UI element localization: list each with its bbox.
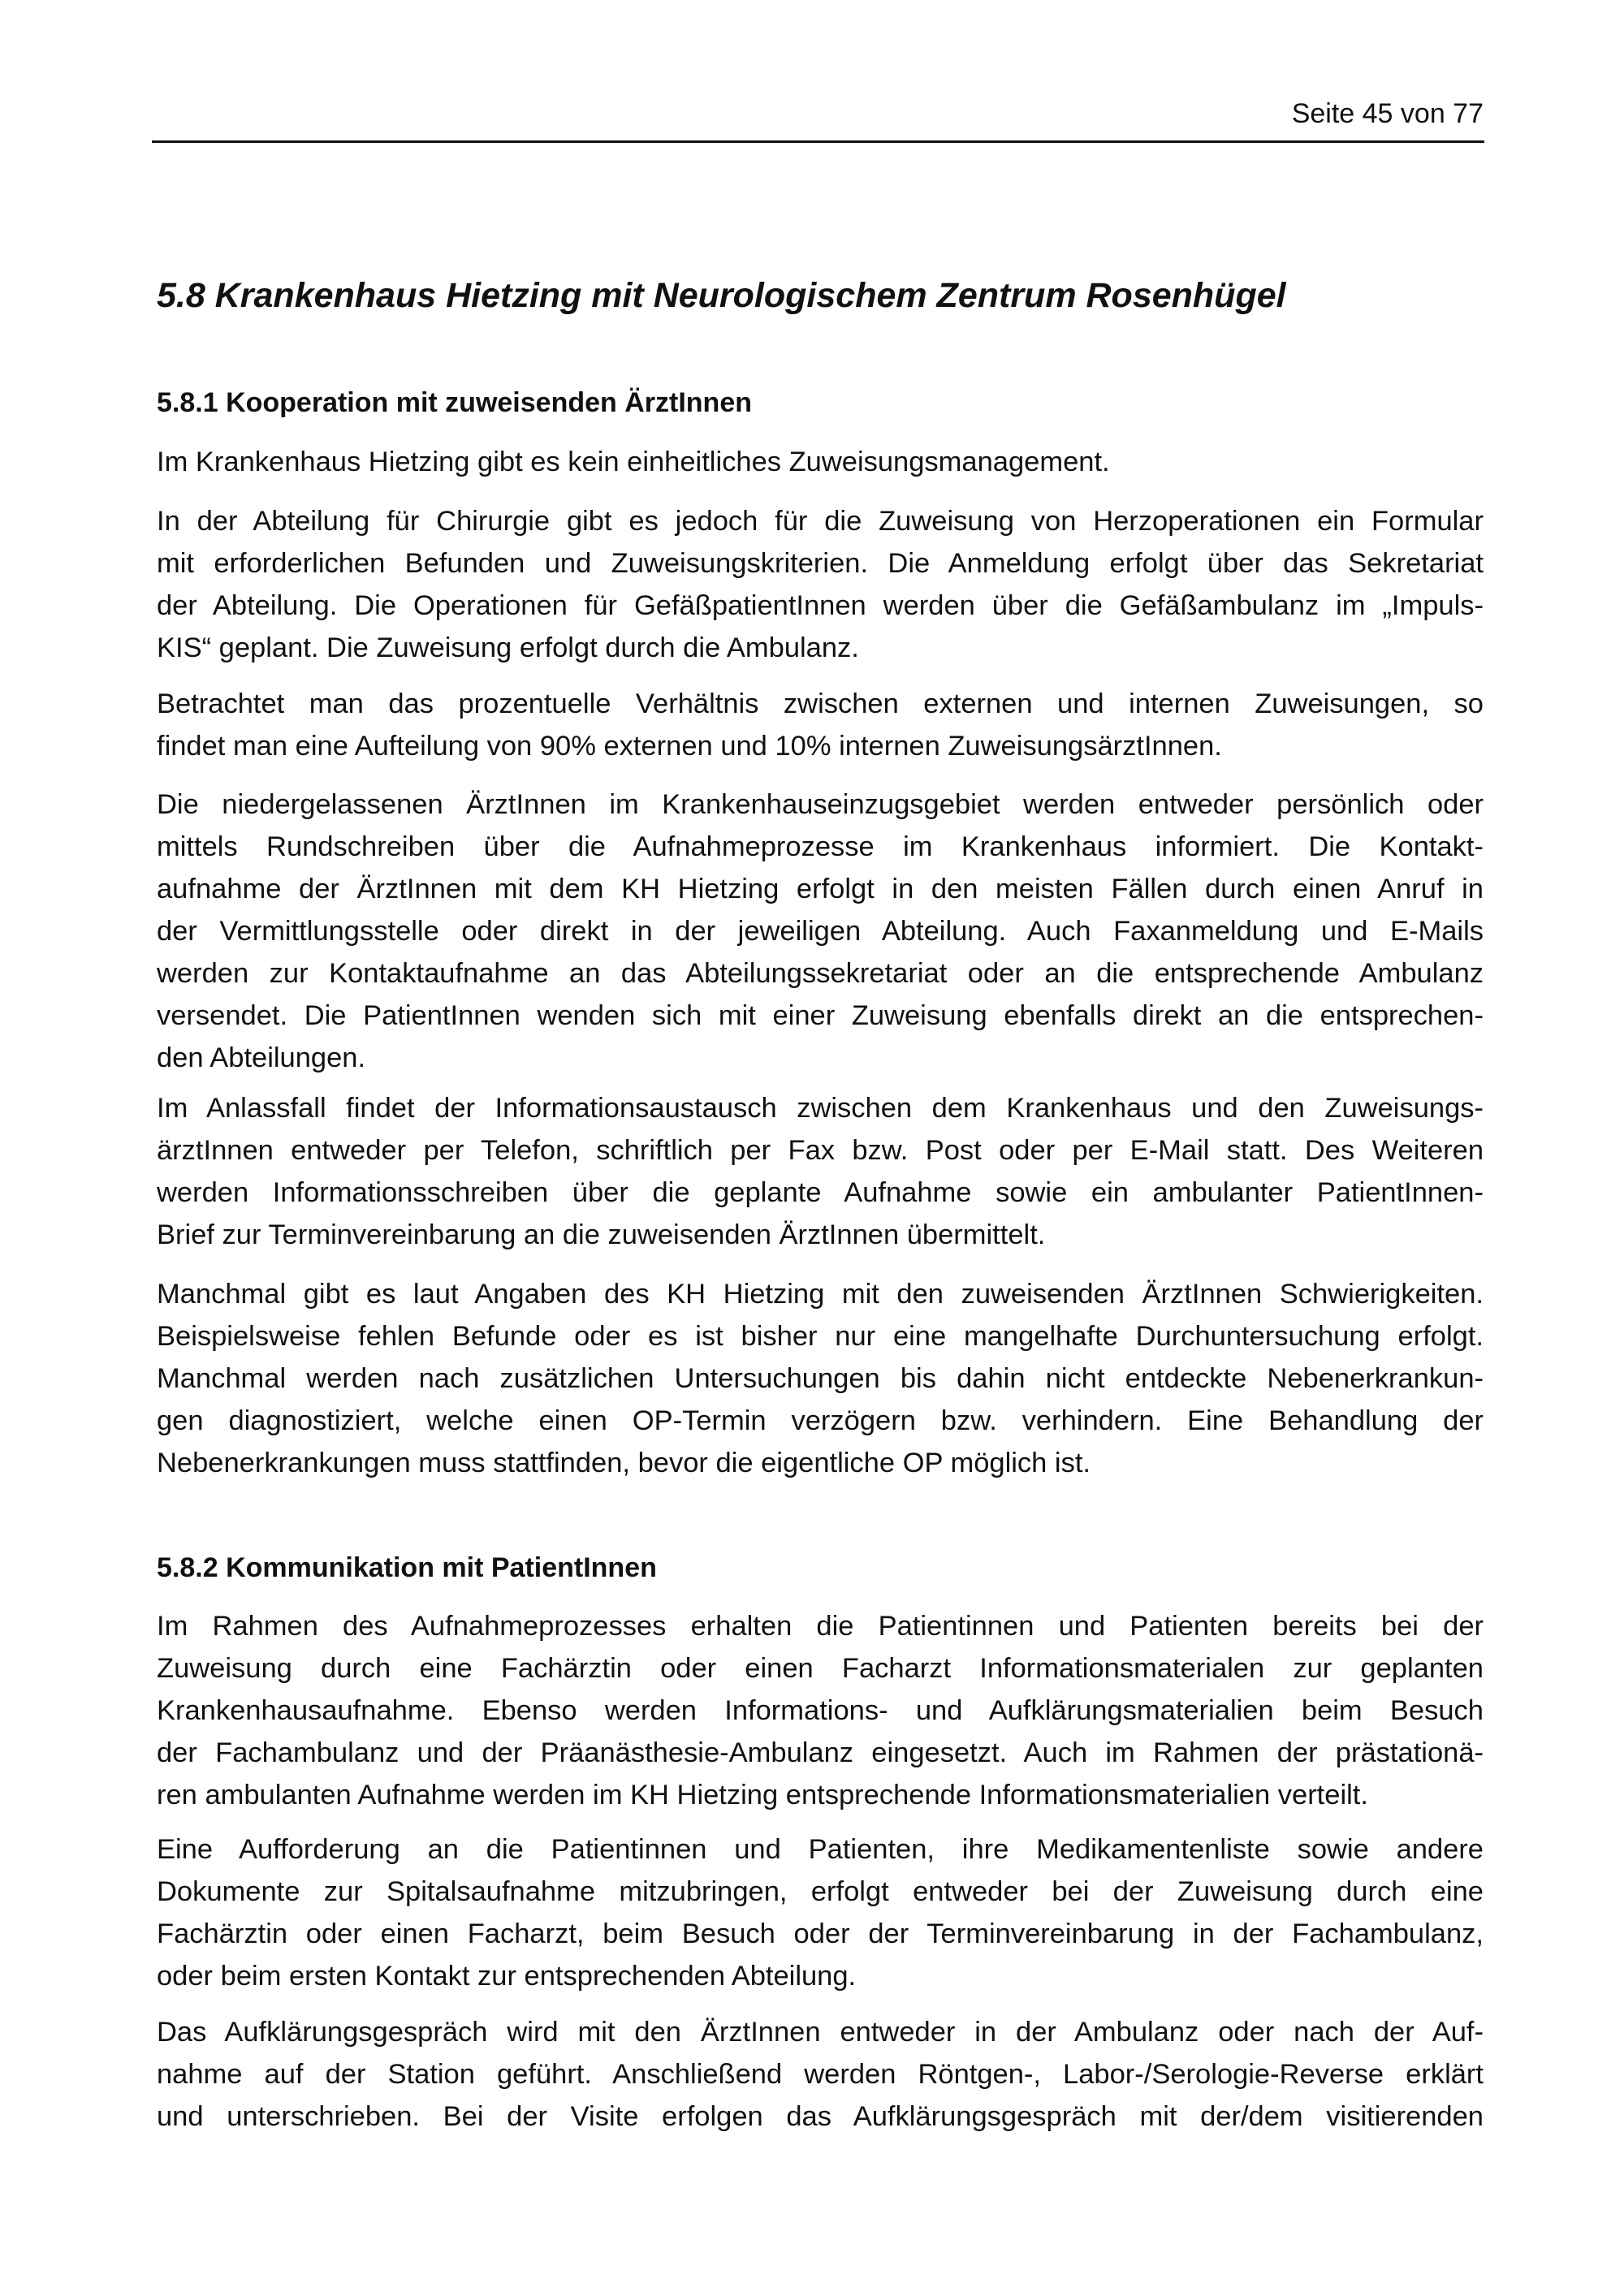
paragraph-line: Eine Aufforderung an die Patientinnen und Patienten, ihre Medikamentenliste sowie andere	[157, 1834, 1484, 1865]
paragraph-line: oder beim ersten Kontakt zur entsprechenden Abteilung.	[157, 1961, 857, 1992]
paragraph-line: Manchmal gibt es laut Angaben des KH Hietzing mit den zuweisenden ÄrztInnen Schwierigkeiten.	[157, 1279, 1484, 1310]
paragraph	[157, 783, 1484, 1079]
paragraph-line: und unterschrieben. Bei der Visite erfolgen das Aufklärungsgespräch mit der/dem visitierenden	[157, 2101, 1484, 2132]
paragraph	[157, 2011, 1484, 2138]
paragraph-line: Im Anlassfall findet der Informationsaustausch zwischen dem Krankenhaus und den Zuweisungs-	[157, 1093, 1484, 1124]
paragraph-line: aufnahme der ÄrztInnen mit dem KH Hietzing erfolgt in den meisten Fällen durch einen Anruf in	[157, 874, 1484, 904]
paragraph-line: KIS“ geplant. Die Zuweisung erfolgt durch die Ambulanz.	[157, 632, 859, 663]
paragraph-line: Die niedergelassenen ÄrztInnen im Krankenhauseinzugsgebiet werden entweder persönlich oder	[157, 789, 1484, 820]
paragraph	[157, 1087, 1484, 1256]
paragraph-line: der Abteilung. Die Operationen für GefäßpatientInnen werden über die Gefäßambulanz im „Impuls-	[157, 590, 1484, 621]
paragraph-line: Fachärztin oder einen Facharzt, beim Besuch oder der Terminvereinbarung in der Fachambulanz,	[157, 1918, 1484, 1949]
paragraph-line: der Vermittlungsstelle oder direkt in der jeweiligen Abteilung. Auch Faxanmeldung und E-Mails	[157, 916, 1484, 947]
paragraph-line: versendet. Die PatientInnen wenden sich mit einer Zuweisung ebenfalls direkt an die entsprechen-	[157, 1000, 1484, 1031]
subsection-heading-communication: 5.8.2 Kommunikation mit PatientInnen	[157, 1552, 657, 1583]
paragraph-line: mittels Rundschreiben über die Aufnahmeprozesse im Krankenhaus informiert. Die Kontakt-	[157, 831, 1484, 862]
paragraph-line: mit erforderlichen Befunden und Zuweisungskriterien. Die Anmeldung erfolgt über das Sekretariat	[157, 548, 1484, 579]
subsection-heading-cooperation: 5.8.1 Kooperation mit zuweisenden ÄrztInnen	[157, 387, 752, 418]
paragraph-line: Zuweisung durch eine Fachärztin oder einen Facharzt Informationsmaterialen zur geplanten	[157, 1653, 1484, 1684]
page-number: Seite 45 von 77	[1291, 98, 1484, 129]
paragraph-line: In der Abteilung für Chirurgie gibt es jedoch für die Zuweisung von Herzoperationen ein Formular	[157, 506, 1484, 537]
paragraph-line: gen diagnostiziert, welche einen OP-Termin verzögern bzw. verhindern. Eine Behandlung der	[157, 1405, 1484, 1436]
paragraph-line: Dokumente zur Spitalsaufnahme mitzubringen, erfolgt entweder bei der Zuweisung durch eine	[157, 1876, 1484, 1907]
paragraph	[157, 500, 1484, 669]
paragraph-line: den Abteilungen.	[157, 1042, 366, 1073]
section-title: 5.8 Krankenhaus Hietzing mit Neurologischem Zentrum Rosenhügel	[157, 276, 1286, 315]
paragraph	[157, 1828, 1484, 1997]
header-divider	[152, 140, 1484, 143]
paragraph-line: Manchmal werden nach zusätzlichen Untersuchungen bis dahin nicht entdeckte Nebenerkrankun-	[157, 1363, 1484, 1394]
paragraph-line: Beispielsweise fehlen Befunde oder es ist bisher nur eine mangelhafte Durchuntersuchung erfolgt.	[157, 1321, 1484, 1352]
paragraph-line: Krankenhausaufnahme. Ebenso werden Informations- und Aufklärungsmaterialien beim Besuch	[157, 1695, 1484, 1726]
paragraph-line: werden zur Kontaktaufnahme an das Abteilungssekretariat oder an die entsprechende Ambulanz	[157, 958, 1484, 989]
paragraph-line: Das Aufklärungsgespräch wird mit den ÄrztInnen entweder in der Ambulanz oder nach der Auf-	[157, 2017, 1484, 2048]
paragraph-line: Betrachtet man das prozentuelle Verhältnis zwischen externen und internen Zuweisungen, so	[157, 688, 1484, 719]
paragraph-line: werden Informationsschreiben über die geplante Aufnahme sowie ein ambulanter PatientInnen-	[157, 1177, 1484, 1208]
paragraph	[157, 1273, 1484, 1484]
paragraph-line: Brief zur Terminvereinbarung an die zuweisenden ÄrztInnen übermittelt.	[157, 1219, 1046, 1250]
paragraph-line: nahme auf der Station geführt. Anschließend werden Röntgen-, Labor-/Serologie-Reverse erklärt	[157, 2059, 1484, 2090]
paragraph-line: Nebenerkrankungen muss stattfinden, bevor die eigentliche OP möglich ist.	[157, 1448, 1091, 1478]
paragraph-line: findet man eine Aufteilung von 90% externen und 10% internen ZuweisungsärztInnen.	[157, 731, 1222, 762]
paragraph-line: ärztInnen entweder per Telefon, schriftlich per Fax bzw. Post oder per E-Mail statt. Des Weiteren	[157, 1135, 1484, 1166]
paragraph	[157, 683, 1484, 767]
paragraph-line: Im Krankenhaus Hietzing gibt es kein einheitliches Zuweisungsmanagement.	[157, 447, 1110, 477]
paragraph-line: der Fachambulanz und der Präanästhesie-Ambulanz eingesetzt. Auch im Rahmen der prästationä-	[157, 1737, 1484, 1768]
paragraph-line: ren ambulanten Aufnahme werden im KH Hietzing entsprechende Informationsmaterialien verteilt.	[157, 1780, 1368, 1810]
paragraph	[157, 441, 1484, 483]
paragraph-line: Im Rahmen des Aufnahmeprozesses erhalten die Patientinnen und Patienten bereits bei der	[157, 1611, 1484, 1642]
paragraph	[157, 1605, 1484, 1816]
